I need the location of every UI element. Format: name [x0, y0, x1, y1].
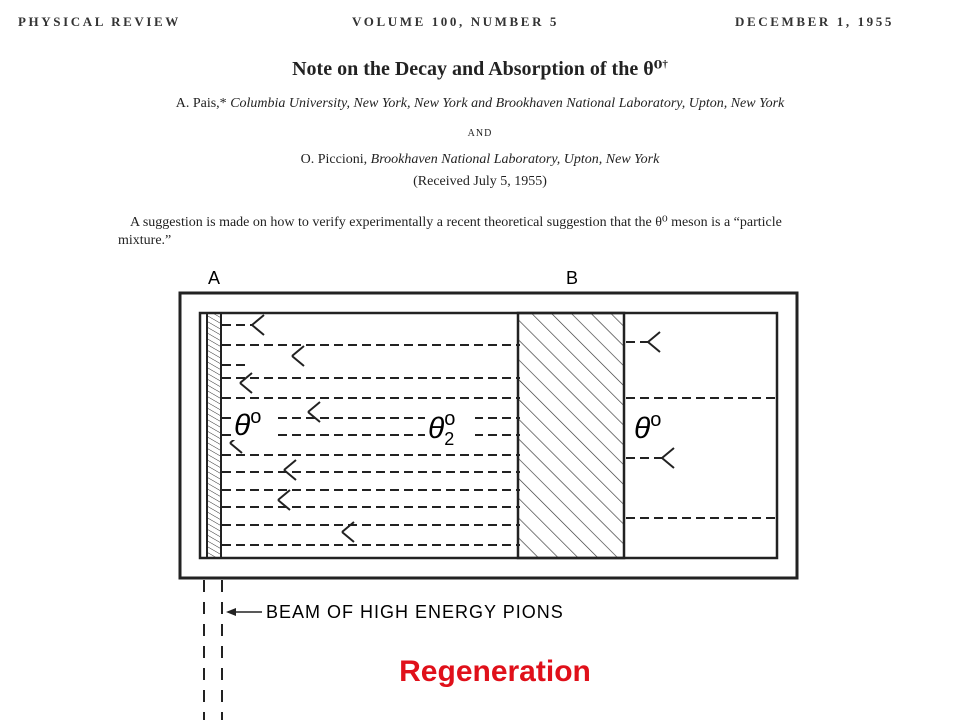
received-date: (Received July 5, 1955): [413, 174, 547, 189]
theta-left-label: $\theta^o$: [234, 406, 262, 442]
absorber-a: [207, 313, 221, 558]
beam-label: BEAM OF HIGH ENERGY PIONS: [266, 602, 564, 622]
label-b: B: [566, 268, 579, 288]
theta-mid-label: $\theta_2o$: [428, 408, 456, 449]
theta-right-label: $\theta^o$: [634, 409, 662, 445]
and-separator: AND: [467, 128, 493, 139]
author2-name: O. Piccioni,: [300, 152, 368, 167]
label-a: A: [208, 268, 221, 288]
beam-pointer-arrowhead: [226, 608, 236, 616]
paper-title-text: Note on the Decay and Absorption of the θ⁰: [292, 58, 663, 80]
author2-affiliation: Brookhaven National Laboratory, Upton, New York: [367, 152, 660, 167]
title-footnote-mark: †: [662, 58, 668, 71]
author1-affiliation: Columbia University, New York, New York and Brookhaven National Laboratory, Upton, New York: [226, 96, 785, 111]
author1-name: A. Pais,*: [175, 96, 227, 111]
slide-caption: Regeneration: [399, 655, 591, 688]
abstract: A suggestion is made on how to verify experimentally a recent theoretical suggestion that the θ⁰ meson is a “particle mixture.”: [118, 215, 782, 248]
issue-date: DECEMBER 1, 1955: [735, 14, 894, 29]
absorber-b: [518, 313, 624, 558]
journal-name: PHYSICAL REVIEW: [18, 14, 181, 29]
decay-vertex: [284, 460, 296, 480]
volume-number: VOLUME 100, NUMBER 5: [352, 14, 560, 29]
decay-vertex: [662, 448, 674, 468]
decay-vertex: [240, 373, 252, 393]
decay-vertex: [252, 315, 264, 335]
decay-vertex: [292, 346, 304, 366]
decay-vertex: [648, 332, 660, 352]
